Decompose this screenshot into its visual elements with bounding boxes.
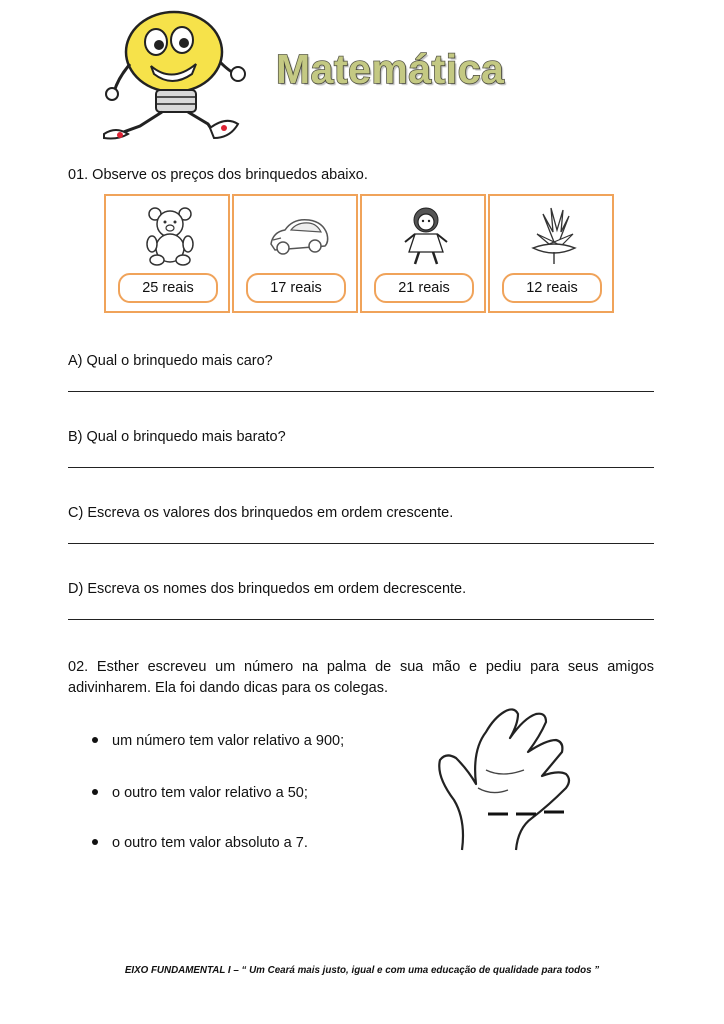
answer-line-c[interactable] [68,543,654,544]
hint-text: um número tem valor relativo a 900; [112,733,345,749]
hint-item [92,733,344,749]
answer-line-d[interactable] [68,619,654,620]
hint-item [92,835,308,851]
question-a: A) Qual o brinquedo mais caro? [68,353,273,369]
footer-prefix: EIXO FUNDAMENTAL I [124,965,231,976]
plant-icon [523,204,585,266]
lightbulb-mascot-icon [96,8,256,144]
toys-price-table [104,194,616,317]
hint-text: o outro tem valor relativo a 50; [112,785,308,801]
price-label: 21 reais [374,273,474,303]
answer-line-b[interactable] [68,467,654,468]
toy-cell-teddy [104,194,230,313]
question-c: C) Escreva os valores dos brinquedos em ordem crescente. [68,505,454,521]
hand-palm-icon [432,700,592,860]
question-2-prompt-line1: 02. Esther escreveu um número na palma de sua mão e pediu para seus amigos [68,659,654,675]
answer-line-a[interactable] [68,391,654,392]
price-label: 25 reais [118,273,218,303]
toy-cell-doll [360,194,486,313]
bullet-icon [92,839,98,845]
teddy-bear-icon [139,204,201,266]
bullet-icon [92,789,98,795]
question-2-prompt-line2: adivinharem. Ela foi dando dicas para os colegas. [68,680,388,696]
bullet-icon [92,737,98,743]
price-label: 17 reais [246,273,346,303]
footer-slogan: – “ Um Ceará mais justo, igual e com uma educação de qualidade para todos ” [230,965,600,976]
hint-text: o outro tem valor absoluto a 7. [112,835,308,851]
page-title: Matemática [276,46,505,92]
footer-text [0,965,724,976]
toy-cell-car [232,194,358,313]
toy-cell-plant [488,194,614,313]
question-b: B) Qual o brinquedo mais barato? [68,429,286,445]
toy-car-icon [260,204,336,266]
price-label: 12 reais [502,273,602,303]
hint-item [92,785,308,801]
question-d: D) Escreva os nomes dos brinquedos em ordem decrescente. [68,581,467,597]
question-1-prompt: 01. Observe os preços dos brinquedos abaixo. [68,167,368,183]
doll-icon [395,204,457,266]
